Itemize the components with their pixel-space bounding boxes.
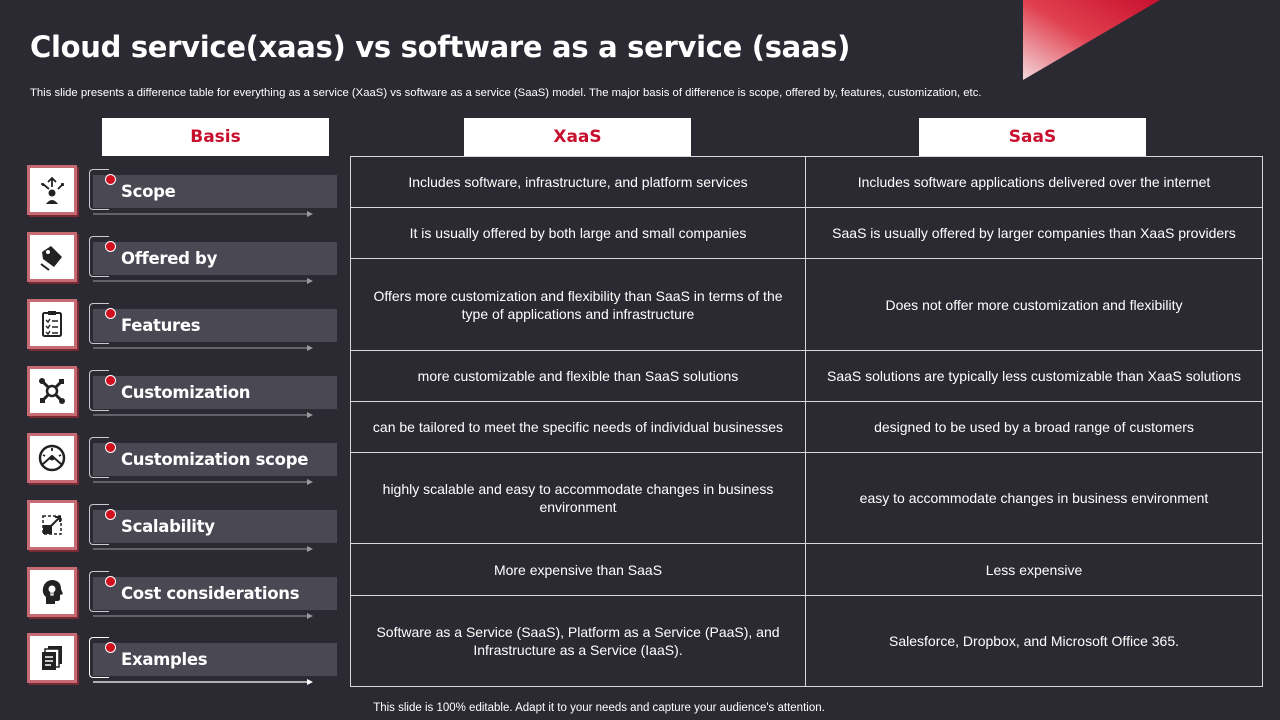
- checklist-icon: [27, 299, 77, 349]
- saas-cell: Salesforce, Dropbox, and Microsoft Office 365.: [806, 595, 1263, 686]
- basis-row-features: [0, 299, 345, 351]
- row-marker-dot: [105, 576, 116, 587]
- arrow-line: [93, 412, 313, 418]
- basis-row-customization-scope: [0, 433, 345, 485]
- row-marker-dot: [105, 642, 116, 653]
- basis-label: Customization: [93, 376, 337, 409]
- saas-cell: SaaS solutions are typically less customizable than XaaS solutions: [806, 350, 1263, 401]
- table-row: [351, 157, 1263, 208]
- saas-cell: designed to be used by a broad range of customers: [806, 401, 1263, 452]
- table-row: [351, 595, 1263, 686]
- xaas-cell: highly scalable and easy to accommodate changes in business environment: [351, 453, 806, 544]
- xaas-cell: more customizable and flexible than SaaS solutions: [351, 350, 806, 401]
- arrow-line: [93, 679, 313, 685]
- tools-icon: [27, 366, 77, 416]
- user-arrows-icon: [27, 165, 77, 215]
- corner-decoration: [1023, 0, 1160, 80]
- xaas-cell: Offers more customization and flexibility than SaaS in terms of the type of applications and infrastructure: [351, 259, 806, 350]
- head-idea-icon: [27, 567, 77, 617]
- xaas-cell: Includes software, infrastructure, and platform services: [351, 157, 806, 208]
- resize-icon: [27, 500, 77, 550]
- basis-row-cost-considerations: [0, 567, 345, 619]
- arrow-line: [93, 211, 313, 217]
- arrow-line: [93, 345, 313, 351]
- price-tag-icon: [27, 232, 77, 282]
- row-marker-dot: [105, 241, 116, 252]
- saas-cell: SaaS is usually offered by larger companies than XaaS providers: [806, 208, 1263, 259]
- row-marker-dot: [105, 375, 116, 386]
- arrow-line: [93, 546, 313, 552]
- page-title: Cloud service(xaas) vs software as a service (saas): [30, 30, 851, 64]
- saas-header: SaaS: [919, 118, 1146, 156]
- basis-label: Cost considerations: [93, 577, 337, 610]
- arrow-line: [93, 613, 313, 619]
- table-row: [351, 401, 1263, 452]
- basis-label: Customization scope: [93, 443, 337, 476]
- basis-row-scope: [0, 165, 345, 217]
- xaas-cell: More expensive than SaaS: [351, 544, 806, 595]
- basis-row-scalability: [0, 500, 345, 552]
- xaas-header: XaaS: [464, 118, 691, 156]
- basis-label: Scope: [93, 175, 337, 208]
- page-subtitle: This slide presents a difference table for everything as a service (XaaS) vs software as a service (SaaS) model. The major basis of difference is scope, offered by, features, customization, etc.: [30, 87, 982, 99]
- basis-label: Scalability: [93, 510, 337, 543]
- row-marker-dot: [105, 174, 116, 185]
- saas-cell: easy to accommodate changes in business environment: [806, 453, 1263, 544]
- table-row: [351, 350, 1263, 401]
- arrow-line: [93, 479, 313, 485]
- arrow-line: [93, 278, 313, 284]
- xaas-cell: Software as a Service (SaaS), Platform as a Service (PaaS), and Infrastructure as a Service (IaaS).: [351, 595, 806, 686]
- table-row: [351, 208, 1263, 259]
- saas-cell: Does not offer more customization and flexibility: [806, 259, 1263, 350]
- basis-header: Basis: [102, 118, 329, 156]
- xaas-cell: can be tailored to meet the specific needs of individual businesses: [351, 401, 806, 452]
- basis-label: Examples: [93, 643, 337, 676]
- basis-row-examples: [0, 633, 345, 685]
- table-row: [351, 453, 1263, 544]
- documents-icon: [27, 633, 77, 683]
- saas-cell: Less expensive: [806, 544, 1263, 595]
- footer-note: This slide is 100% editable. Adapt it to your needs and capture your audience's attention.: [373, 702, 825, 714]
- table-row: [351, 544, 1263, 595]
- basis-label: Features: [93, 309, 337, 342]
- table-row: [351, 259, 1263, 350]
- basis-row-offered-by: [0, 232, 345, 284]
- row-marker-dot: [105, 308, 116, 319]
- basis-row-customization: [0, 366, 345, 418]
- gauge-icon: [27, 433, 77, 483]
- basis-label: Offered by: [93, 242, 337, 275]
- comparison-table: [350, 156, 1263, 687]
- row-marker-dot: [105, 509, 116, 520]
- row-marker-dot: [105, 442, 116, 453]
- saas-cell: Includes software applications delivered over the internet: [806, 157, 1263, 208]
- xaas-cell: It is usually offered by both large and small companies: [351, 208, 806, 259]
